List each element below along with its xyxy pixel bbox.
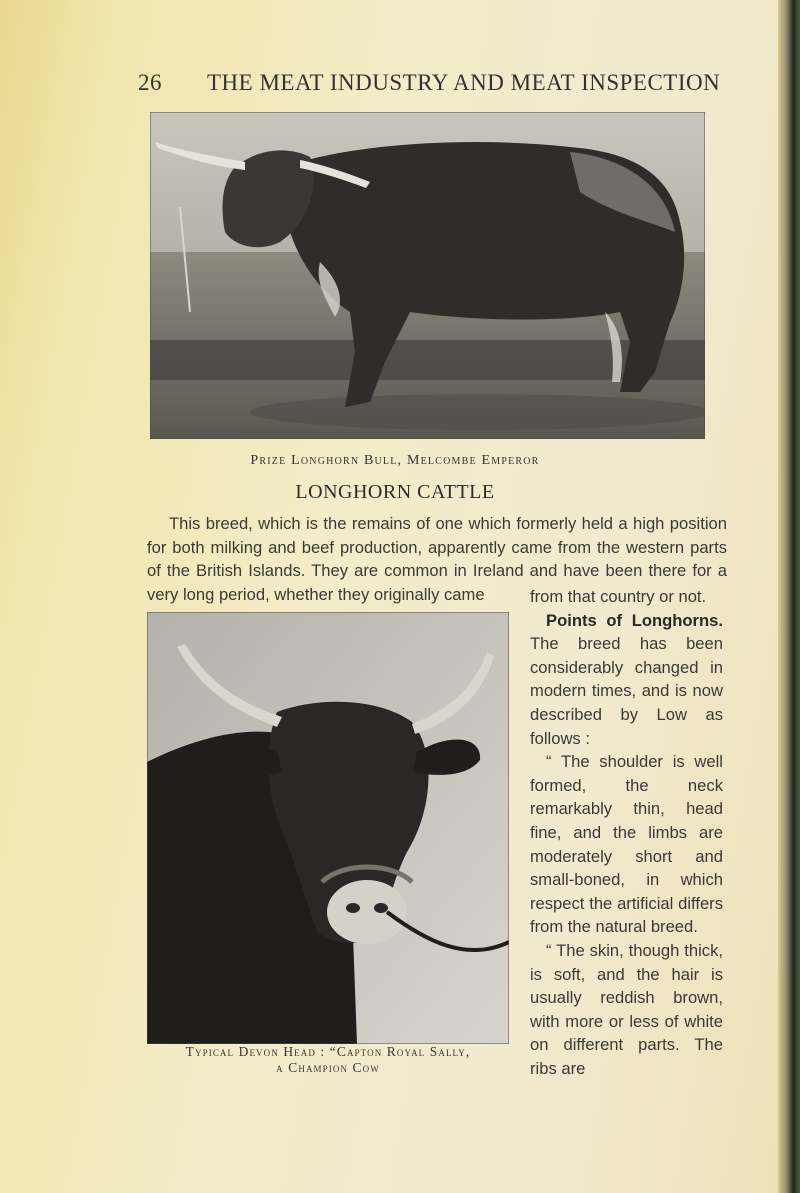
- devon-cow-head-photo: [147, 612, 509, 1044]
- points-text: The breed has been considerably changed in modern times, and is now described by Low as follows :: [530, 634, 723, 748]
- page-edge: [778, 0, 800, 1193]
- page-number: 26: [138, 70, 162, 95]
- side-column-text: [530, 585, 723, 1080]
- intro-paragraph: This breed, which is the remains of one which formerly held a high position for both milking and beef production, apparently came from the western parts of the British Islands. They are common in Ireland and have been there for a very long period, whether they originally came: [147, 514, 727, 604]
- figure1-caption: Prize Longhorn Bull, Melcombe Emperor: [250, 453, 540, 468]
- points-heading: Points of Longhorns.: [546, 610, 723, 630]
- longhorn-bull-photo: [150, 112, 705, 439]
- section-title: LONGHORN CATTLE: [295, 481, 495, 503]
- quote-paragraph-1: “ The shoulder is well formed, the neck remarkably thin, head fine, and the limbs are moderately short and small-boned, in which respect the artificial differs from the natural breed.: [530, 752, 723, 937]
- quote-paragraph-2: “ The skin, though thick, is soft, and the hair is usually reddish brown, with more or less of white on different parts. The ribs are: [530, 940, 723, 1078]
- points-paragraph: [530, 609, 723, 751]
- figure2-caption-line1: Typical Devon Head : “Capton Royal Sally,: [185, 1044, 471, 1059]
- running-title: THE MEAT INDUSTRY AND MEAT INSPECTION: [207, 70, 721, 95]
- intro-paragraph-continued: from that country or not.: [530, 587, 707, 606]
- figure2-caption: [132, 1044, 524, 1076]
- figure2-caption-line2: a Champion Cow: [276, 1060, 380, 1075]
